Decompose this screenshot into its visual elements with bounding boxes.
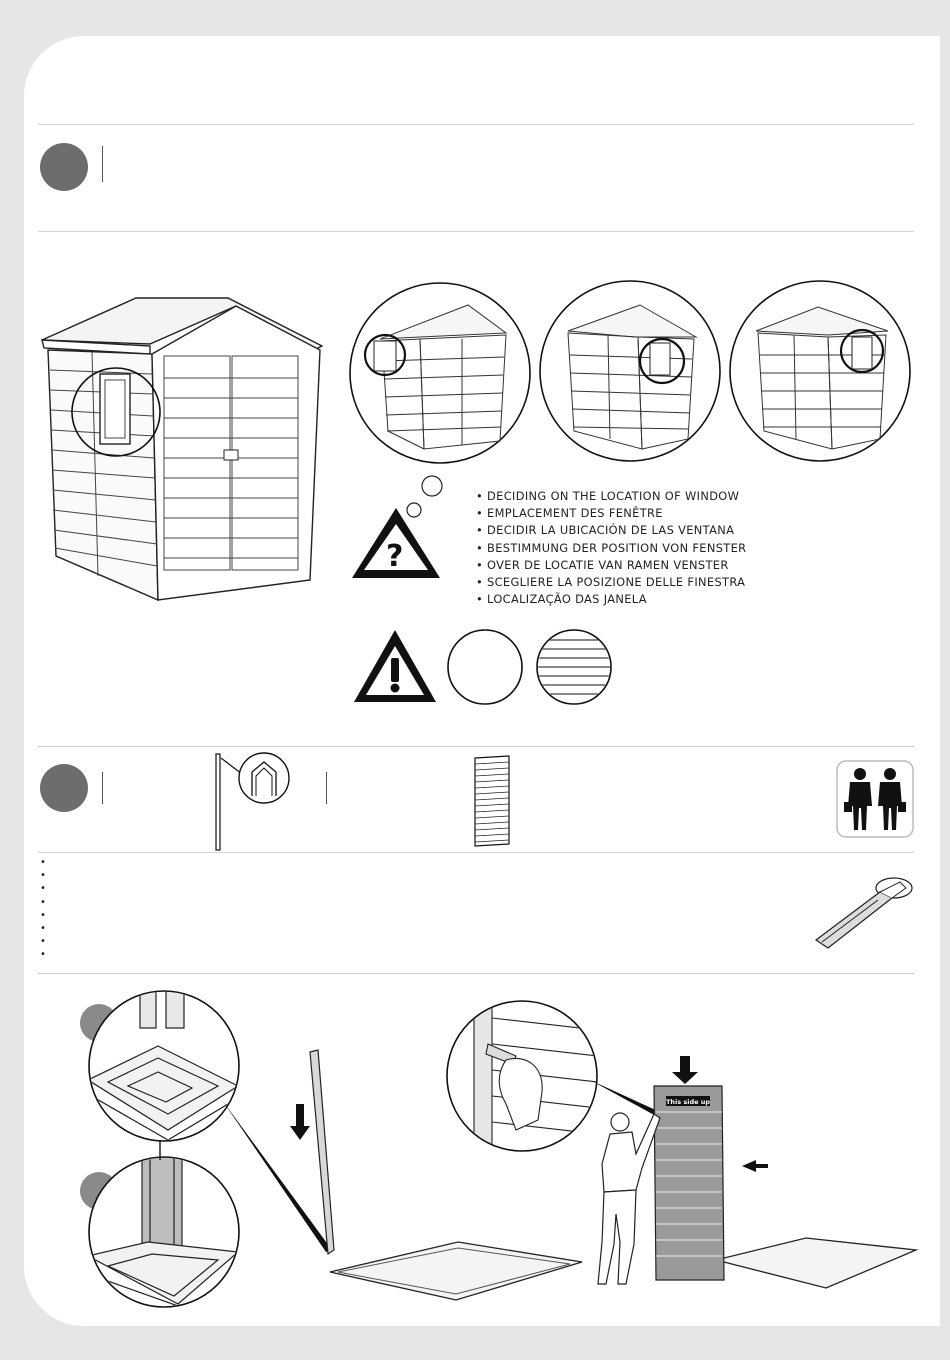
hand-clip-detail: [446, 1000, 598, 1152]
notes-list: [40, 856, 46, 962]
step-separator: [326, 772, 327, 804]
divider: [38, 746, 914, 747]
list-item: •: [40, 883, 46, 895]
text-line: • BESTIMMUNG DER POSITION VON FENSTER: [476, 540, 747, 555]
text-line: • EMPLACEMENT DES FENÊTRE: [476, 506, 663, 521]
window-option-right: [728, 279, 912, 463]
blank-panel-circle: [446, 628, 524, 706]
step-separator: [102, 146, 103, 182]
clip-tool-icon: [810, 872, 914, 952]
text-line: • LOCALIZAÇÃO DAS JANELA: [476, 592, 647, 607]
text-line: • DECIDING ON THE LOCATION OF WINDOW: [476, 489, 740, 503]
step-number-badge: [40, 764, 88, 812]
exclamation-warning-icon: [352, 628, 438, 704]
divider: [38, 124, 914, 125]
wall-panel-part: [472, 754, 512, 848]
step-separator: [102, 772, 103, 804]
svg-text:?: ?: [386, 539, 404, 574]
list-item: •: [40, 923, 46, 935]
divider: [38, 852, 914, 853]
list-item: •: [40, 870, 46, 882]
list-item: •: [40, 949, 46, 961]
text-line: • OVER DE LOCATIE VAN RAMEN VENSTER: [476, 557, 729, 572]
floor-base-left: [326, 1236, 586, 1306]
person-installing-panel: [596, 1054, 916, 1298]
list-item: •: [40, 909, 46, 921]
list-item: •: [40, 936, 46, 948]
window-option-left: [348, 281, 532, 465]
step-number-badge: [40, 143, 88, 191]
two-people-icon: [836, 760, 914, 838]
window-option-middle: [538, 279, 722, 463]
question-warning-icon: [350, 472, 450, 584]
list-item: •: [40, 896, 46, 908]
text-line: • SCEGLIERE LA POSIZIONE DELLE FINESTRA: [476, 575, 746, 590]
post-drop-illustration: [288, 1046, 348, 1260]
corner-post-part: [212, 752, 294, 852]
divider: [38, 973, 914, 974]
ribbed-panel-circle: [535, 628, 613, 706]
shed-illustration: [40, 294, 330, 606]
window-location-text: [476, 488, 746, 608]
divider: [38, 231, 914, 232]
panel-orientation-label: This side up: [665, 1098, 711, 1106]
list-item: •: [40, 857, 46, 868]
text-line: • DECIDIR LA UBICACIÓN DE LAS VENTANA: [476, 523, 735, 538]
